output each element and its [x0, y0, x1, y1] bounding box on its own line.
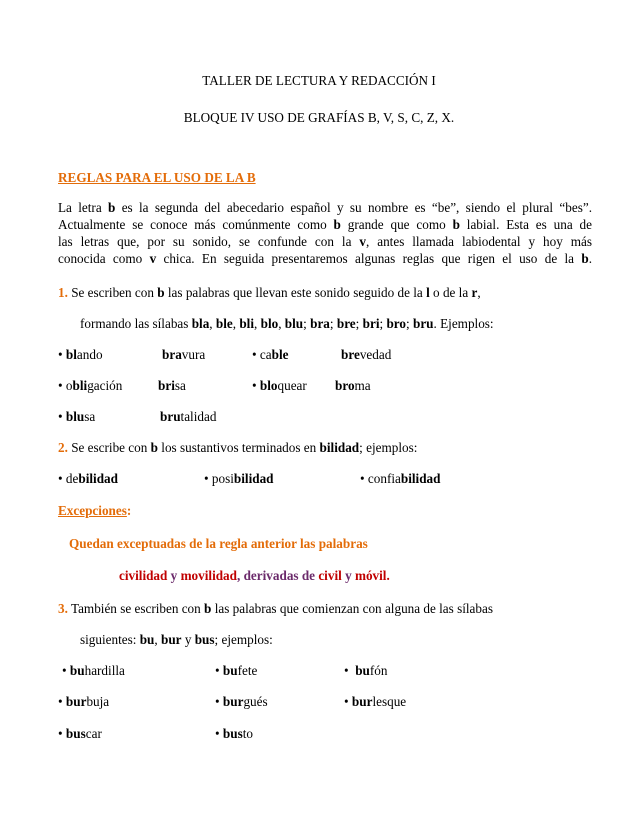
- rule-1-line-1: 1. Se escriben con b las palabras que llevan este sonido seguido de la l o de la r,: [58, 285, 481, 300]
- example-item: brutalidad: [160, 409, 217, 424]
- example-item: • burbuja: [58, 694, 110, 709]
- rule-1-line-2: formando las sílabas bla, ble, bli, blo, blu; bra; bre; bri; bro; bru. Ejemplos:: [80, 316, 494, 331]
- example-item: • blusa: [58, 409, 96, 424]
- example-item: • buscar: [58, 726, 102, 741]
- rule-2-number: 2.: [58, 440, 68, 455]
- example-item: • bufete: [215, 663, 258, 678]
- rule-3-number: 3.: [58, 601, 68, 616]
- exceptions-label: Excepciones:: [58, 503, 132, 518]
- example-item: • burgués: [215, 694, 268, 709]
- intro-line-4: conocida como v chica. En seguida presentaremos algunas reglas que rigen el uso de la b.: [58, 251, 592, 266]
- example-item: • obligación: [58, 378, 123, 393]
- section-title: REGLAS PARA EL USO DE LA B: [58, 170, 256, 185]
- example-item: • busto: [215, 726, 253, 741]
- exceptions-line-1: Quedan exceptuadas de la regla anterior las palabras: [69, 536, 368, 551]
- exceptions-line-2: civilidad y movilidad, derivadas de civil y móvil.: [119, 568, 390, 583]
- doc-title: TALLER DE LECTURA Y REDACCIÓN I: [202, 73, 436, 88]
- example-item: • bloquear: [252, 378, 307, 393]
- example-item: • posibilidad: [204, 471, 274, 486]
- example-item: bravura: [162, 347, 206, 362]
- example-item: • blando: [58, 347, 103, 362]
- example-item: • burlesque: [344, 694, 407, 709]
- example-item: • confiabilidad: [360, 471, 441, 486]
- example-item: • cable: [252, 347, 289, 362]
- example-item: broma: [335, 378, 371, 393]
- example-item: • bufón: [344, 663, 388, 678]
- rule-3-line-2: siguientes: bu, bur y bus; ejemplos:: [80, 632, 273, 647]
- intro-line-3: las letras que, por su sonido, se confunde con la v, antes llamada labiodental y hoy más: [58, 234, 592, 249]
- intro-line-2: Actualmente se conoce más comúnmente como b grande que como b labial. Esta es una de: [58, 217, 593, 232]
- intro-line-1: La letra b es la segunda del abecedario español y su nombre es “be”, siendo el plural “bes”.: [58, 200, 592, 215]
- example-item: • debilidad: [58, 471, 118, 486]
- example-item: brevedad: [341, 347, 392, 362]
- example-item: • buhardilla: [62, 663, 125, 678]
- rule-3-line-1: 3. También se escriben con b las palabras que comienzan con alguna de las sílabas: [58, 601, 493, 616]
- rule-2-line-1: 2. Se escribe con b los sustantivos terminados en bilidad; ejemplos:: [58, 440, 418, 455]
- doc-subtitle: BLOQUE IV USO DE GRAFÍAS B, V, S, C, Z, X.: [183, 110, 455, 125]
- example-item: brisa: [158, 378, 186, 393]
- rule-1-number: 1.: [58, 285, 68, 300]
